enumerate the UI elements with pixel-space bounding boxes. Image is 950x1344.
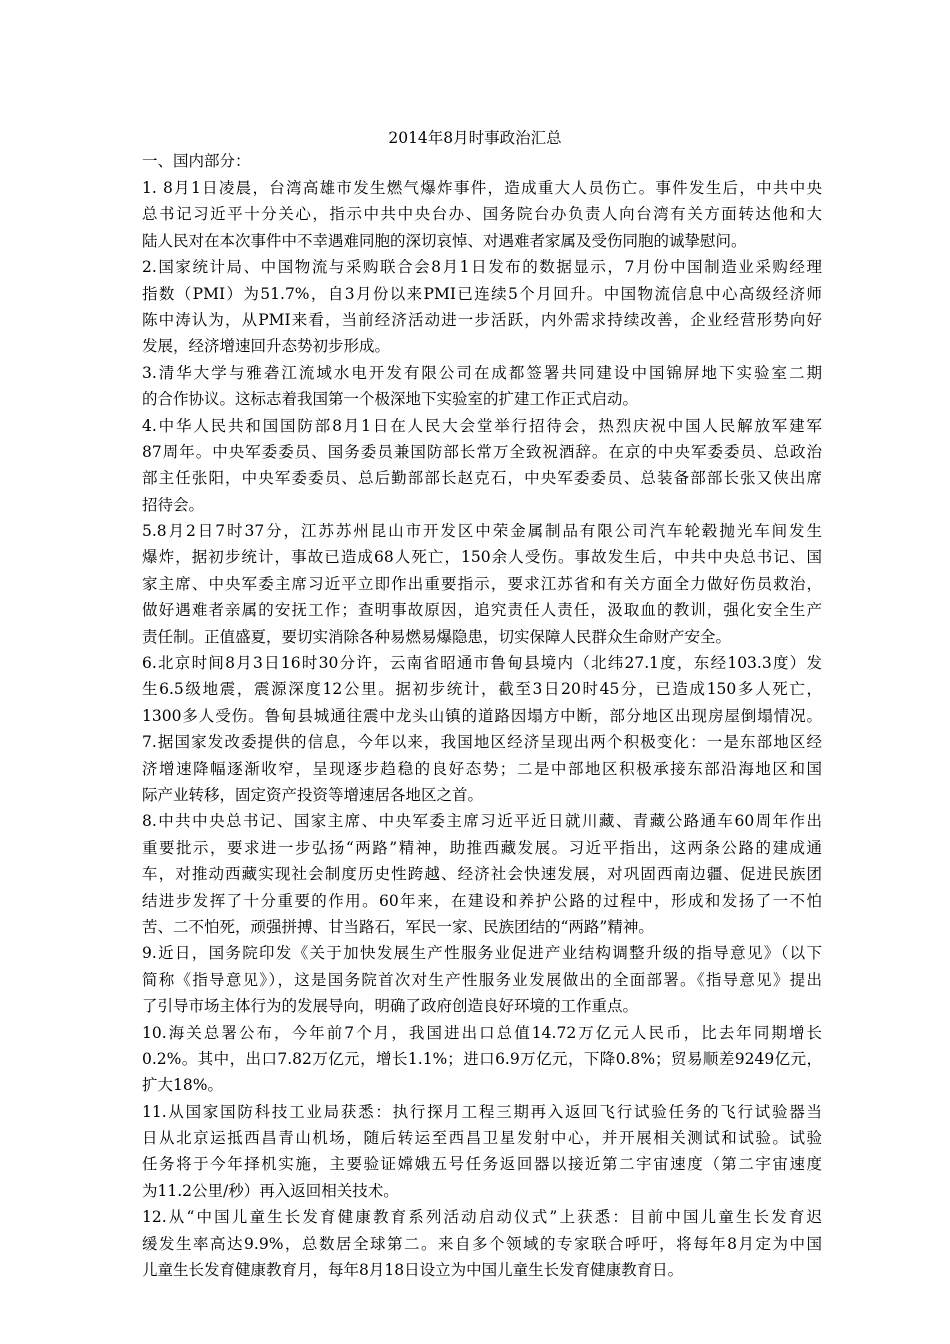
text-line: 为11.2公里/秒）再入返回相关技术。 (142, 1181, 399, 1200)
text-line: 际产业转移，固定资产投资等增速居各地区之首。 (142, 785, 484, 804)
text-line: 任务将于今年择机实施，主要验证嫦娥五号任务返回器以接近第二宇宙速度（第二宇宙速度 (142, 1155, 822, 1174)
text-line: 陆人民对在本次事件中不幸遇难同胞的深切哀悼、对遇难者家属及受伤同胞的诚挚慰问。 (142, 231, 747, 250)
text-line: 10.海关总署公布，今年前7个月，我国进出口总值14.72万亿元人民币，比去年同期增长 (142, 1023, 822, 1042)
section-heading: 一、国内部分： (142, 152, 251, 170)
text-line: 6.北京时间8月3日16时30分许，云南省昭通市鲁甸县境内（北纬27.1度，东经103.3度）发 (142, 654, 822, 673)
text-line: 车，对推动西藏实现社会制度历史性跨越、经济社会快速发展，对巩固西南边疆、促进民族团 (142, 865, 822, 884)
text-line: 7.据国家发改委提供的信息，今年以来，我国地区经济呈现出两个积极变化：一是东部地区经 (142, 733, 822, 752)
text-line: 9.近日，国务院印发《关于加快发展生产性服务业促进产业结构调整升级的指导意见》（以下 (142, 944, 822, 963)
text-line: 家主席、中央军委主席习近平立即作出重要指示，要求江苏省和有关方面全力做好伤员救治， (142, 574, 822, 593)
text-line: 部主任张阳，中央军委委员、总后勤部部长赵克石，中央军委委员、总装备部部长张又侠出席 (142, 469, 822, 488)
text-line: 扩大18%。 (142, 1076, 223, 1095)
text-line: 2.国家统计局、中国物流与采购联合会8月1日发布的数据显示，7月份中国制造业采购经理 (142, 258, 822, 277)
text-line: 总书记习近平十分关心，指示中共中央台办、国务院台办负责人向台湾有关方面转达他和大 (142, 205, 822, 224)
text-line: 8.中共中央总书记、国家主席、中央军委主席习近平近日就川藏、青藏公路通车60周年作出 (142, 812, 822, 831)
text-line: 简称《指导意见》），这是国务院首次对生产性服务业发展做出的全面部署。《指导意见》提出 (142, 970, 822, 989)
text-line: 11.从国家国防科技工业局获悉：执行探月工程三期再入返回飞行试验任务的飞行试验器当 (142, 1102, 822, 1121)
text-line: 结进步发挥了十分重要的作用。60年来，在建设和养护公路的过程中，形成和发扬了一不怕 (142, 891, 822, 910)
text-line: 责任制。正值盛夏，要切实消除各种易燃易爆隐患，切实保障人民群众生命财产安全。 (142, 627, 732, 646)
text-line: 指数（PMI）为51.7%，自3月份以来PMI已连续5个月回升。中国物流信息中心高级经济师 (142, 284, 822, 303)
text-line: 做好遇难者亲属的安抚工作；查明事故原因，追究责任人责任，汲取血的教训，强化安全生产 (142, 601, 822, 620)
text-line: 发展，经济增速回升态势初步形成。 (142, 337, 391, 356)
text-line: 4.中华人民共和国国防部8月1日在人民大会堂举行招待会，热烈庆祝中国人民解放军建军 (142, 416, 822, 435)
text-line: 济增速降幅逐渐收窄，呈现逐步趋稳的良好态势；二是中部地区积极承接东部沿海地区和国 (142, 759, 822, 778)
text-line: 日从北京运抵西昌青山机场，随后转运至西昌卫星发射中心，并开展相关测试和试验。试验 (142, 1129, 822, 1148)
text-line: 生6.5级地震，震源深度12公里。据初步统计，截至3日20时45分，已造成150多人死亡， (142, 680, 822, 699)
document-title: 2014年8月时事政治汇总 (388, 129, 562, 147)
text-line: 苦、二不怕死，顽强拼搏、甘当路石，军民一家、民族团结的“两路”精神。 (142, 917, 654, 936)
text-line: 5.8月2日7时37分，江苏苏州昆山市开发区中荣金属制品有限公司汽车轮毂抛光车间发生 (142, 522, 822, 541)
text-line: 的合作协议。这标志着我国第一个极深地下实验室的扩建工作正式启动。 (142, 390, 639, 409)
text-line: 0.2%。其中，出口7.82万亿元，增长1.1%；进口6.9万亿元，下降0.8%；贸易顺差9249亿元， (142, 1049, 822, 1068)
text-line: 1300多人受伤。鲁甸县城通往震中龙头山镇的道路因塌方中断，部分地区出现房屋倒塌情况。 (142, 706, 822, 725)
text-line: 3.清华大学与雅砻江流域水电开发有限公司在成都签署共同建设中国锦屏地下实验室二期 (142, 363, 822, 382)
text-line: 缓发生率高达9.9%，总数居全球第二。来自多个领域的专家联合呼吁，将每年8月定为中国 (142, 1234, 822, 1253)
text-line: 12.从“中国儿童生长发育健康教育系列活动启动仪式”上获悉：目前中国儿童生长发育迟 (142, 1208, 822, 1227)
text-line: 了引导市场主体行为的发展导向，明确了政府创造良好环境的工作重点。 (142, 997, 639, 1016)
text-line: 重要批示，要求进一步弘扬“两路”精神，助推西藏发展。习近平指出，这两条公路的建成通 (142, 838, 822, 857)
text-line: 陈中涛认为，从PMI来看，当前经济活动进一步活跃，内外需求持续改善，企业经营形势向好 (142, 310, 822, 329)
text-line: 招待会。 (142, 495, 205, 514)
text-line: 爆炸，据初步统计，事故已造成68人死亡，150余人受伤。事故发生后，中共中央总书记、国 (142, 548, 822, 567)
text-line: 87周年。中央军委委员、国务委员兼国防部长常万全致祝酒辞。在京的中央军委委员、总政治 (142, 442, 822, 461)
text-line: 1. 8月1日凌晨，台湾高雄市发生燃气爆炸事件，造成重大人员伤亡。事件发生后，中共中央 (142, 179, 822, 197)
document-body (142, 175, 822, 1283)
text-line: 儿童生长发育健康教育月，每年8月18日设立为中国儿童生长发育健康教育日。 (142, 1261, 684, 1280)
